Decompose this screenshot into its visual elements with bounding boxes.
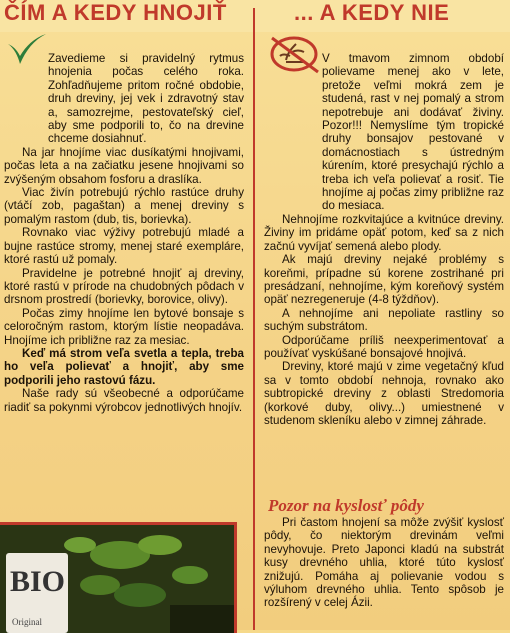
- paragraph: Odporúčame príliš neexperimentovať a používať vyskúšané bonsajové hnojivá.: [264, 333, 504, 360]
- paragraph: A nehnojíme ani nepoliate rastliny so suchým substrátom.: [264, 306, 504, 334]
- paragraph: Rovnako viac výživy potrebujú mladé a bujne rastúce stromy, menej staré exempláre, ktoré rastú už pomaly.: [4, 226, 244, 267]
- paragraph: Zavedieme si pravidelný rytmus hnojenia počas celého roka. Zohľadňujeme pritom ročné obdobie, druh dreviny, jej vek i zdravotný stav a, samozrejme, pestovateľský cieľ, aby sme podporili to, čo na drevine chceme dosiahnuť.: [48, 52, 244, 146]
- paragraph: Ak majú dreviny nejaké problémy s koreňmi, prípadne sú korene zostrihané pri presádzaní, nehnojíme, kým koreňový systém opäť nezregeneruje (4-8 týždňov).: [264, 253, 504, 307]
- paragraph: Naše rady sú všeobecné a odporúčame riadiť sa pokynmi výrobcov jednotlivých hnojív.: [4, 387, 244, 414]
- paragraph: Viac živín potrebujú rýchlo rastúce druhy (vtáčí zob, pagaštan) a menej dreviny s pomalým rastom (dub, tis, borievka).: [4, 186, 244, 226]
- left-column: [4, 52, 244, 414]
- paragraph: Na jar hnojíme viac dusíkatými hnojivami, počas leta a na začiatku jesene hnojivami so zvýšeným obsahom fosforu a draslíka.: [4, 145, 244, 186]
- paragraph: Dreviny, ktoré majú v zime vegetačný kľud sa v tomto období nehnoja, rovnako ako subtropické dreviny z oblasti Stredomoria (korkové duby, olivy...) umiestnené v studenom skleníku alebo v zimnej záhrade.: [264, 360, 504, 427]
- highlight-paragraph: Keď má strom veľa svetla a tepla, treba ho veľa polievať a hnojiť, aby sme podporili jeho rastovú fázu.: [4, 346, 244, 387]
- section-heading: Pozor na kyslosť pôdy: [268, 496, 424, 515]
- paragraph: Pri častom hnojení sa môže zvýšiť kyslosť pôdy, čo niektorým drevinám veľmi nevyhovuje. Preto Japonci kladú na substrát kusy drevného uhlia, ktoré túto kyslosť znižujú. Pomáha aj polievanie vodou s výluhom drevného uhlia. Tento spôsob je rozšírený v celej Ázii.: [264, 516, 504, 610]
- page-title-right: ... A KEDY NIE: [294, 0, 450, 25]
- paragraph: Nehnojíme rozkvitajúce a kvitnúce dreviny. Živiny im pridáme opäť potom, keď sa z nich začnú vyvíjať semená alebo plody.: [264, 212, 504, 253]
- paragraph: Počas zimy hnojíme len bytové bonsaje s celoročným rastom, ktorým lístie neopadáva. Hnojíme ich približne raz za mesiac.: [4, 306, 244, 347]
- paragraph: Pravidelne je potrebné hnojiť aj dreviny, ktoré rastú v prírode na chudobných pôdach v drsnom prostredí (borievky, borovice, olivy).: [4, 266, 244, 307]
- right-column: [264, 52, 504, 427]
- product-photo: [0, 522, 237, 633]
- paragraph: V tmavom zimnom období polievame menej ako v lete, pretože veľmi mokrá zem je studená, rast v nej pomalý a strom nepotrebuje ani dodávať živiny. Pozor!!! Nemyslíme tým tropické druhy bonsajov pestované v domácnostiach s ústredným kúrením, ktoré presychajú rýchlo a treba ich veľa polievať a rosiť. Tie hnojíme aj počas zimy približne raz do mesiaca.: [322, 52, 504, 213]
- page-title-left: ČÍM A KEDY HNOJIŤ: [4, 0, 227, 25]
- section-body: [264, 516, 504, 610]
- column-divider: [253, 8, 255, 630]
- bag-label: BIO: [10, 565, 66, 598]
- bag-sublabel: Original: [12, 617, 42, 627]
